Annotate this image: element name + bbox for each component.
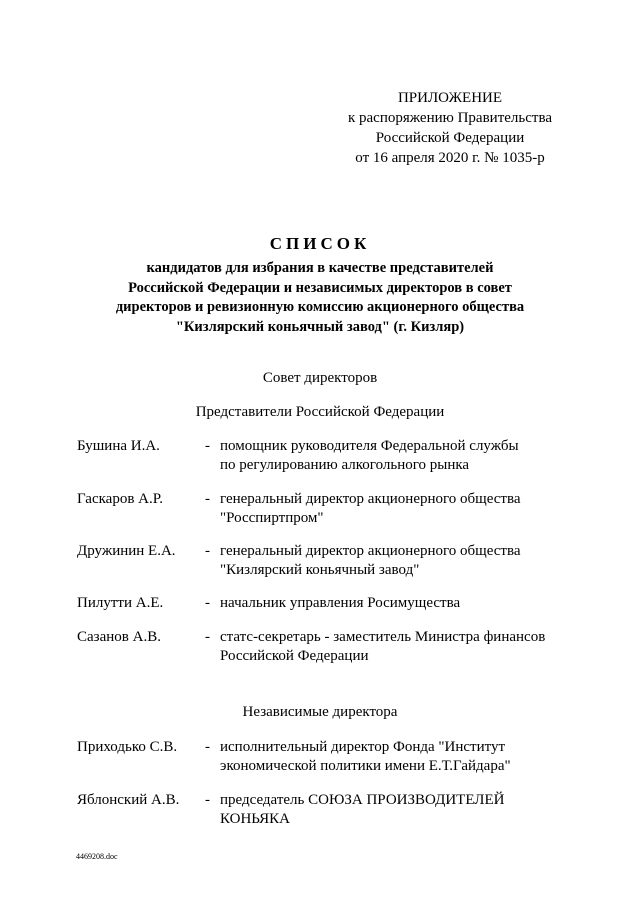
- person-name: Дружинин Е.А.: [77, 543, 176, 559]
- document-filename: 4469208.doc: [76, 852, 118, 861]
- section-heading-independent: Независимые директора: [242, 704, 398, 720]
- position-line: "Кизлярский коньячный завод": [220, 562, 420, 578]
- appendix-order-ref: к распоряжению Правительства: [347, 110, 552, 126]
- person-position: [220, 437, 580, 475]
- person-position: [220, 791, 580, 829]
- dash-separator: -: [205, 438, 210, 454]
- position-line: по регулированию алкогольного рынка: [220, 457, 470, 473]
- appendix-label: ПРИЛОЖЕНИЕ: [397, 90, 503, 106]
- position-line: статс-секретарь - заместитель Министра финансов: [220, 629, 546, 645]
- position-line: генеральный директор акционерного общества: [220, 491, 521, 507]
- appendix-authority: Российской Федерации: [375, 130, 525, 146]
- subtitle-line: "Кизлярский коньячный завод" (г. Кизляр): [175, 318, 465, 335]
- subtitle-line: кандидатов для избрания в качестве представителей: [146, 260, 494, 276]
- subtitle-line: Российской Федерации и независимых директоров в совет: [128, 279, 512, 296]
- person-name: Сазанов А.В.: [77, 629, 161, 645]
- appendix-header: [330, 88, 570, 168]
- position-line: начальник управления Росимущества: [220, 595, 461, 611]
- person-name: Бушина И.А.: [77, 438, 160, 454]
- dash-separator: -: [205, 595, 210, 611]
- person-name: Гаскаров А.Р.: [77, 491, 163, 507]
- document-title: СПИСОК: [269, 234, 371, 253]
- section-heading-board: Совет директоров: [262, 370, 378, 386]
- subtitle-line: директоров и ревизионную комиссию акционерного общества: [115, 299, 525, 315]
- position-line: помощник руководителя Федеральной службы: [220, 438, 519, 454]
- position-line: исполнительный директор Фонда "Институт: [220, 739, 506, 755]
- person-name: Пилутти А.Е.: [77, 595, 164, 611]
- position-line: председатель СОЮЗА ПРОИЗВОДИТЕЛЕЙ: [220, 792, 505, 808]
- section-heading-representatives: Представители Российской Федерации: [195, 404, 445, 420]
- person-position: [220, 628, 580, 666]
- position-line: экономической политики имени Е.Т.Гайдара": [220, 758, 511, 774]
- person-name: Приходько С.В.: [77, 739, 178, 755]
- dash-separator: -: [205, 543, 210, 559]
- document-title-block: [90, 233, 550, 337]
- person-position: [220, 738, 580, 776]
- person-name: Яблонский А.В.: [77, 792, 180, 808]
- dash-separator: -: [205, 491, 210, 507]
- dash-separator: -: [205, 792, 210, 808]
- person-position: [220, 542, 580, 580]
- position-line: "Росспиртпром": [220, 510, 324, 526]
- person-position: [220, 594, 580, 613]
- dash-separator: -: [205, 629, 210, 645]
- position-line: Российской Федерации: [220, 648, 369, 664]
- appendix-date-number: от 16 апреля 2020 г. № 1035-р: [355, 150, 545, 166]
- person-position: [220, 490, 580, 528]
- dash-separator: -: [205, 739, 210, 755]
- position-line: КОНЬЯКА: [220, 811, 290, 827]
- document-subtitle: [90, 259, 550, 337]
- position-line: генеральный директор акционерного общества: [220, 543, 521, 559]
